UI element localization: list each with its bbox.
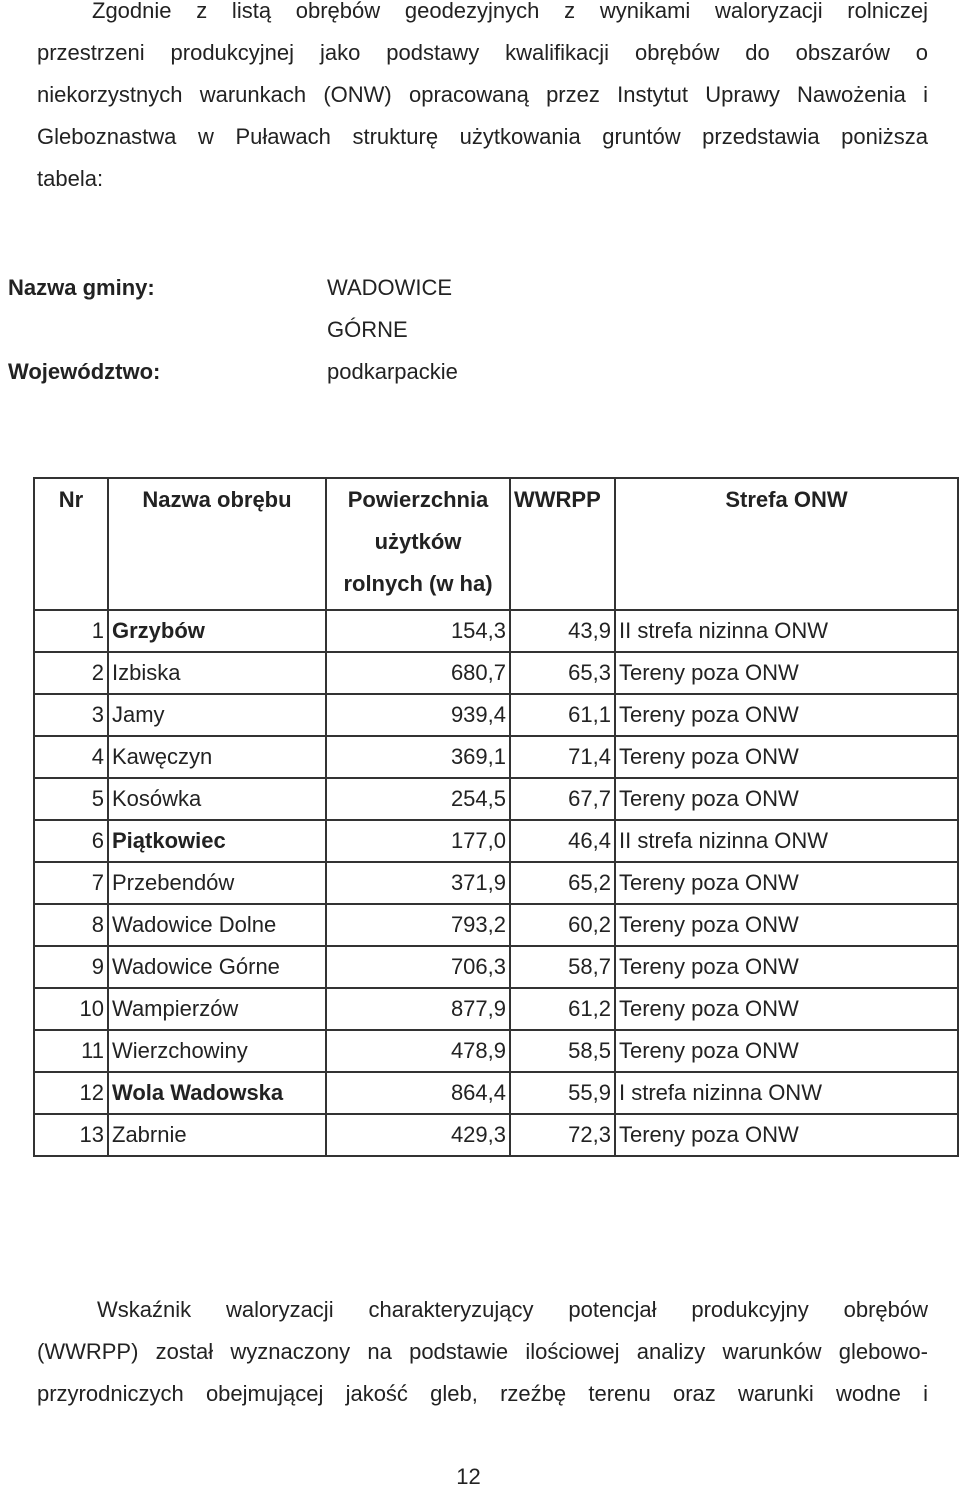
- cell-name: Grzybów: [108, 610, 326, 652]
- table-row: [34, 904, 958, 946]
- table-row: [34, 652, 958, 694]
- header-area-line3: rolnych (w ha): [343, 571, 493, 596]
- cell-nr: 2: [34, 652, 108, 694]
- cell-zone: II strefa nizinna ONW: [615, 820, 958, 862]
- gmina-label: Nazwa gminy:: [8, 275, 155, 300]
- cell-nr: 10: [34, 988, 108, 1030]
- table-header-row: [34, 478, 958, 610]
- cell-wwrpp: 71,4: [510, 736, 615, 778]
- header-area: [326, 478, 510, 610]
- cell-name: Wampierzów: [108, 988, 326, 1030]
- cell-name: Kawęczyn: [108, 736, 326, 778]
- cell-name: Jamy: [108, 694, 326, 736]
- cell-nr: 3: [34, 694, 108, 736]
- cell-area: 478,9: [326, 1030, 510, 1072]
- intro-line: Gleboznastwa w Puławach strukturę użytkowania gruntów przedstawia poniższa: [37, 124, 928, 149]
- cell-wwrpp: 72,3: [510, 1114, 615, 1156]
- header-zone: Strefa ONW: [615, 478, 958, 610]
- outro-line: (WWRPP) został wyznaczony na podstawie ilościowej analizy warunków glebowo-: [37, 1339, 928, 1364]
- cell-wwrpp: 60,2: [510, 904, 615, 946]
- cell-area: 369,1: [326, 736, 510, 778]
- intro-line: przestrzeni produkcyjnej jako podstawy kwalifikacji obrębów do obszarów o: [37, 40, 928, 65]
- outro-line: Wskaźnik waloryzacji charakteryzujący potencjał produkcyjny obrębów: [97, 1297, 928, 1322]
- cell-nr: 7: [34, 862, 108, 904]
- header-wwrpp: WWRPP: [510, 478, 615, 610]
- table-row: [34, 820, 958, 862]
- intro-line: Zgodnie z listą obrębów geodezyjnych z wynikami waloryzacji rolniczej: [92, 0, 928, 23]
- cell-nr: 5: [34, 778, 108, 820]
- cell-area: 177,0: [326, 820, 510, 862]
- cell-zone: Tereny poza ONW: [615, 778, 958, 820]
- cell-zone: Tereny poza ONW: [615, 946, 958, 988]
- cell-zone: Tereny poza ONW: [615, 736, 958, 778]
- cell-area: 429,3: [326, 1114, 510, 1156]
- cell-area: 680,7: [326, 652, 510, 694]
- table-row: [34, 862, 958, 904]
- table-row: [34, 610, 958, 652]
- page-number: 12: [456, 1464, 481, 1489]
- header-area-line1: Powierzchnia: [347, 487, 489, 512]
- cell-zone: Tereny poza ONW: [615, 694, 958, 736]
- cell-name: Zabrnie: [108, 1114, 326, 1156]
- cell-name: Wola Wadowska: [108, 1072, 326, 1114]
- table-row: [34, 736, 958, 778]
- cell-nr: 13: [34, 1114, 108, 1156]
- intro-paragraph: [37, 0, 928, 200]
- cell-name: Wierzchowiny: [108, 1030, 326, 1072]
- obreby-table: [33, 477, 959, 1157]
- cell-nr: 9: [34, 946, 108, 988]
- cell-zone: I strefa nizinna ONW: [615, 1072, 958, 1114]
- cell-area: 877,9: [326, 988, 510, 1030]
- cell-wwrpp: 61,1: [510, 694, 615, 736]
- table-row: [34, 946, 958, 988]
- cell-area: 371,9: [326, 862, 510, 904]
- cell-zone: II strefa nizinna ONW: [615, 610, 958, 652]
- table-row: [34, 778, 958, 820]
- cell-area: 864,4: [326, 1072, 510, 1114]
- cell-zone: Tereny poza ONW: [615, 652, 958, 694]
- gmina-value-line1: WADOWICE: [327, 275, 453, 300]
- cell-nr: 6: [34, 820, 108, 862]
- wojewodztwo-label: Województwo:: [8, 359, 161, 384]
- intro-line: tabela:: [37, 166, 104, 191]
- header-name: Nazwa obrębu: [108, 478, 326, 610]
- intro-line: niekorzystnych warunkach (ONW) opracowaną przez Instytut Uprawy Nawożenia i: [37, 82, 928, 107]
- cell-wwrpp: 58,7: [510, 946, 615, 988]
- cell-name: Przebendów: [108, 862, 326, 904]
- cell-wwrpp: 65,3: [510, 652, 615, 694]
- cell-nr: 12: [34, 1072, 108, 1114]
- cell-area: 254,5: [326, 778, 510, 820]
- outro-paragraph: [37, 1289, 928, 1415]
- cell-zone: Tereny poza ONW: [615, 904, 958, 946]
- cell-nr: 1: [34, 610, 108, 652]
- cell-name: Kosówka: [108, 778, 326, 820]
- header-area-line2: użytków: [374, 529, 462, 554]
- cell-area: 793,2: [326, 904, 510, 946]
- gmina-value-line2: GÓRNE: [327, 317, 408, 342]
- cell-area: 939,4: [326, 694, 510, 736]
- cell-nr: 4: [34, 736, 108, 778]
- cell-wwrpp: 58,5: [510, 1030, 615, 1072]
- table-body: [34, 610, 958, 1156]
- table-row: [34, 1114, 958, 1156]
- cell-zone: Tereny poza ONW: [615, 1030, 958, 1072]
- cell-nr: 11: [34, 1030, 108, 1072]
- cell-zone: Tereny poza ONW: [615, 988, 958, 1030]
- header-nr: Nr: [34, 478, 108, 610]
- cell-wwrpp: 61,2: [510, 988, 615, 1030]
- cell-area: 154,3: [326, 610, 510, 652]
- table-row: [34, 988, 958, 1030]
- cell-wwrpp: 67,7: [510, 778, 615, 820]
- cell-name: Wadowice Górne: [108, 946, 326, 988]
- cell-area: 706,3: [326, 946, 510, 988]
- cell-name: Piątkowiec: [108, 820, 326, 862]
- cell-wwrpp: 65,2: [510, 862, 615, 904]
- cell-zone: Tereny poza ONW: [615, 1114, 958, 1156]
- cell-name: Wadowice Dolne: [108, 904, 326, 946]
- cell-zone: Tereny poza ONW: [615, 862, 958, 904]
- cell-wwrpp: 43,9: [510, 610, 615, 652]
- cell-nr: 8: [34, 904, 108, 946]
- outro-line: przyrodniczych obejmującej jakość gleb, rzeźbę terenu oraz warunki wodne i: [37, 1381, 928, 1406]
- wojewodztwo-value: podkarpackie: [327, 359, 458, 384]
- table-row: [34, 1072, 958, 1114]
- cell-wwrpp: 46,4: [510, 820, 615, 862]
- table-row: [34, 1030, 958, 1072]
- cell-wwrpp: 55,9: [510, 1072, 615, 1114]
- table-row: [34, 694, 958, 736]
- cell-name: Izbiska: [108, 652, 326, 694]
